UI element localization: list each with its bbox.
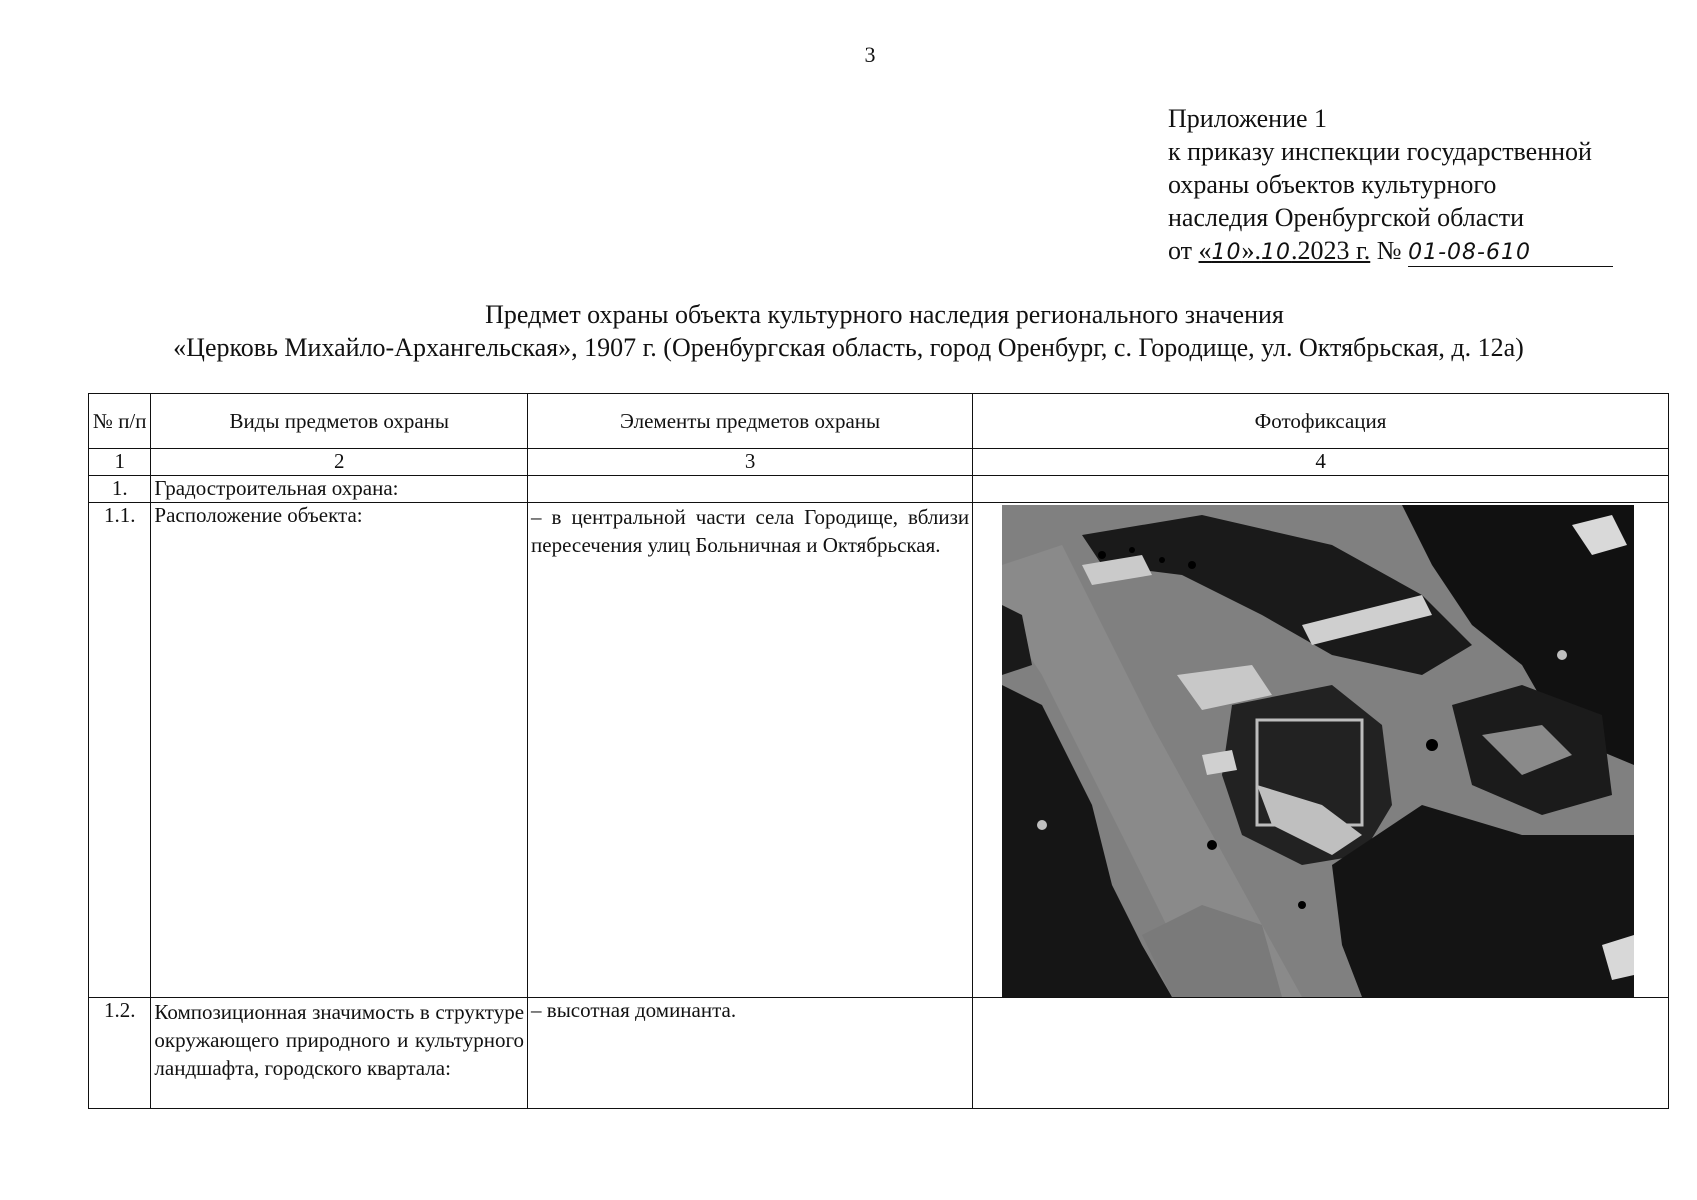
order-year: .2023 г. — [1291, 236, 1371, 265]
table-row — [89, 998, 1669, 1109]
row-photo — [973, 503, 1669, 998]
appendix-line-1: Приложение 1 — [1168, 104, 1328, 133]
header-num: № п/п — [89, 394, 151, 449]
order-number-sign: № — [1376, 236, 1402, 265]
order-date — [1199, 236, 1371, 265]
row-photo — [973, 998, 1669, 1109]
row-num: 1.1. — [89, 503, 151, 998]
column-number: 2 — [151, 449, 528, 476]
protection-table-wrapper — [88, 393, 1669, 1109]
column-number: 4 — [973, 449, 1669, 476]
aerial-photo-image — [1002, 505, 1634, 997]
header-types: Виды предметов охраны — [151, 394, 528, 449]
row-num: 1. — [89, 476, 151, 503]
appendix-line-2: к приказу инспекции государственной — [1168, 137, 1592, 166]
row-type: Градостроительная охрана: — [151, 476, 528, 503]
document-title — [0, 298, 1697, 364]
appendix-block — [1168, 102, 1613, 269]
order-date-open: « — [1198, 236, 1212, 265]
header-elements: Элементы предметов охраны — [528, 394, 973, 449]
order-month-handwritten: 10 — [1261, 240, 1292, 265]
header-photo: Фотофиксация — [973, 394, 1669, 449]
row-element — [528, 476, 973, 503]
appendix-line-3: охраны объектов культурного — [1168, 170, 1497, 199]
table-row — [89, 503, 1669, 998]
row-element: – высотная доминанта. — [528, 998, 973, 1109]
column-number-row — [89, 449, 1669, 476]
column-number: 1 — [89, 449, 151, 476]
order-number-slot — [1408, 238, 1613, 267]
table-row — [89, 476, 1669, 503]
document-title-line-1: Предмет охраны объекта культурного наследия регионального значения — [485, 300, 1284, 329]
order-date-line — [1168, 234, 1613, 269]
order-date-mid: ». — [1241, 236, 1262, 265]
order-prefix: от — [1168, 236, 1193, 265]
appendix-line-4: наследия Оренбургской области — [1168, 203, 1525, 232]
table-header-row — [89, 394, 1669, 449]
column-number: 3 — [528, 449, 973, 476]
row-num: 1.2. — [89, 998, 151, 1109]
row-element: – в центральной части села Городище, вблизи пересечения улиц Больничная и Октябрьская. — [528, 503, 973, 998]
document-title-line-2: «Церковь Михайло-Архангельская», 1907 г. (Оренбургская область, город Оренбург, с. Городище, ул. Октябрьская, д. 12а) — [173, 333, 1524, 362]
order-number-handwritten: 01-08-610 — [1408, 240, 1531, 265]
order-day-handwritten: 10 — [1211, 240, 1242, 265]
protection-table — [88, 393, 1669, 1109]
page-number: 3 — [864, 42, 876, 67]
row-type: Композиционная значимость в структуре окружающего природного и культурного ландшафта, городского квартала: — [151, 998, 528, 1109]
row-photo — [973, 476, 1669, 503]
row-type: Расположение объекта: — [151, 503, 528, 998]
aerial-photo — [1002, 505, 1634, 997]
